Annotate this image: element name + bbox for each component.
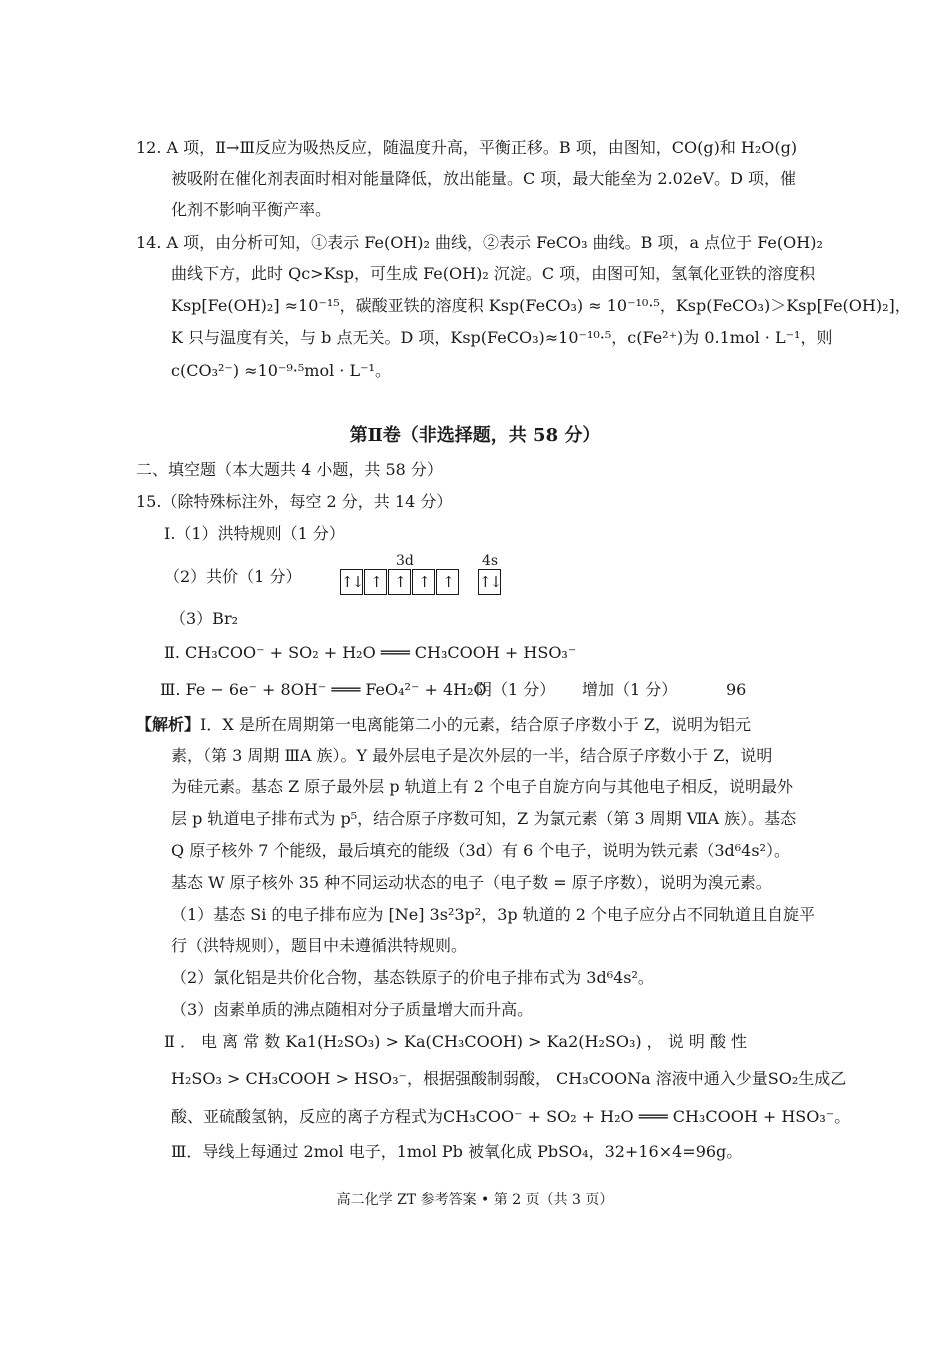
analysis-line-14: Ⅲ．导线上每通过 2mol 电子，1mol Pb 被氧化成 PbSO₄，32+16×4=96g。	[171, 1142, 743, 1161]
orbital-box-3d-3: ↑	[388, 569, 411, 595]
analysis-line-2: 素，（第 3 周期 ⅢA 族）。Y 最外层电子是次外层的一半，结合原子序数小于 Z，说明	[171, 746, 773, 765]
analysis-line-10: （3）卤素单质的沸点随相对分子质量增大而升高。	[171, 1000, 534, 1019]
orbital-box-3d-2: ↑	[364, 569, 387, 595]
answer-iii-equation: Ⅲ. Fe − 6e⁻ + 8OH⁻ ═══ FeO₄²⁻ + 4H₂O	[160, 680, 487, 699]
q12-line-3: 化剂不影响平衡产率。	[171, 200, 332, 219]
answer-iii-mass: 96	[726, 680, 747, 699]
analysis-label: 【解析】	[136, 715, 201, 734]
analysis-line-13: 酸、亚硫酸氢钠，反应的离子方程式为CH₃COO⁻ + SO₂ + H₂O ═══ CH₃COOH + HSO₃⁻。	[171, 1107, 851, 1126]
analysis-line-1	[136, 714, 751, 736]
answer-i-2: （2）共价（1 分）	[164, 567, 302, 586]
q12-line-1: 12. A 项，Ⅱ→Ⅲ反应为吸热反应，随温度升高，平衡正移。B 项，由图知，CO(g)和 H₂O(g)	[136, 138, 798, 157]
q14-line-1: 14. A 项，由分析可知，①表示 Fe(OH)₂ 曲线，②表示 FeCO₃ 曲线。B 项，a 点位于 Fe(OH)₂	[136, 233, 823, 252]
page-footer: 高二化学 ZT 参考答案 • 第 2 页（共 3 页）	[336, 1192, 614, 1208]
q15-heading: 15.（除特殊标注外，每空 2 分，共 14 分）	[136, 492, 453, 511]
analysis-line-12: H₂SO₃ > CH₃COOH > HSO₃⁻，根据强酸制弱酸， CH₃COONa 溶液中通入少量SO₂生成乙	[171, 1069, 847, 1088]
analysis-line-5: Q 原子核外 7 个能级，最后填充的能级（3d）有 6 个电子，说明为铁元素（3d⁶4s²）。	[171, 841, 790, 860]
analysis-line-7: （1）基态 Si 的电子排布应为 [Ne] 3s²3p²，3p 轨道的 2 个电子应分占不同轨道且自旋平	[171, 905, 816, 924]
q14-line-3: Ksp[Fe(OH)₂] ≈10⁻¹⁵，碳酸亚铁的溶度积 Ksp(FeCO₃) ≈ 10⁻¹⁰·⁵，Ksp(FeCO₃)＞Ksp[Fe(OH)₂]，	[171, 296, 911, 315]
section-title: 第Ⅱ卷（非选择题，共 58 分）	[349, 425, 601, 446]
answer-ii-equation: Ⅱ. CH₃COO⁻ + SO₂ + H₂O ═══ CH₃COOH + HSO₃⁻	[164, 643, 577, 662]
orbital-box-3d-4: ↑	[412, 569, 435, 595]
analysis-line-3: 为硅元素。基态 Z 原子最外层 p 轨道上有 2 个电子自旋方向与其他电子相反，说明最外	[171, 777, 794, 796]
orbital-label-4s: 4s	[482, 553, 499, 569]
orbital-label-3d: 3d	[396, 553, 414, 569]
q14-line-2: 曲线下方，此时 Qc>Ksp，可生成 Fe(OH)₂ 沉淀。C 项，由图可知，氢氧化亚铁的溶度积	[171, 264, 816, 283]
answer-iii-increase: 增加（1 分）	[582, 680, 678, 699]
answer-iii-cathode: 阴（1 分）	[476, 680, 556, 699]
analysis-text-1: Ⅰ．X 是所在周期第一电离能第二小的元素，结合原子序数小于 Z，说明为铝元	[200, 715, 752, 734]
part-two-heading: 二、填空题（本大题共 4 小题，共 58 分）	[136, 460, 443, 479]
analysis-line-4: 层 p 轨道电子排布式为 p⁵，结合原子序数可知，Z 为氯元素（第 3 周期 ⅦA 族）。基态	[171, 809, 797, 828]
analysis-line-8: 行（洪特规则），题目中未遵循洪特规则。	[171, 936, 468, 955]
answer-i-3: （3）Br₂	[170, 609, 239, 628]
answer-i-1: Ⅰ.（1）洪特规则（1 分）	[164, 524, 345, 543]
orbital-box-3d-5: ↑	[436, 569, 459, 595]
q14-line-4: K 只与温度有关，与 b 点无关。D 项，Ksp(FeCO₃)≈10⁻¹⁰·⁵，c(Fe²⁺)为 0.1mol · L⁻¹，则	[171, 328, 833, 347]
analysis-line-11: Ⅱ ． 电 离 常 数 Ka1(H₂SO₃) > Ka(CH₃COOH) > Ka2(H₂SO₃) ， 说 明 酸 性	[164, 1032, 748, 1051]
analysis-line-6: 基态 W 原子核外 35 种不同运动状态的电子（电子数 = 原子序数），说明为溴元素。	[171, 873, 772, 892]
orbital-box-3d-1: ↑↓	[340, 569, 363, 595]
analysis-line-9: （2）氯化铝是共价化合物，基态铁原子的价电子排布式为 3d⁶4s²。	[171, 968, 654, 987]
q14-line-5: c(CO₃²⁻) ≈10⁻⁹·⁵mol · L⁻¹。	[171, 361, 391, 380]
orbital-box-4s: ↑↓	[478, 569, 501, 595]
q12-line-2: 被吸附在催化剂表面时相对能量降低，放出能量。C 项，最大能垒为 2.02eV。D 项，催	[171, 169, 796, 188]
